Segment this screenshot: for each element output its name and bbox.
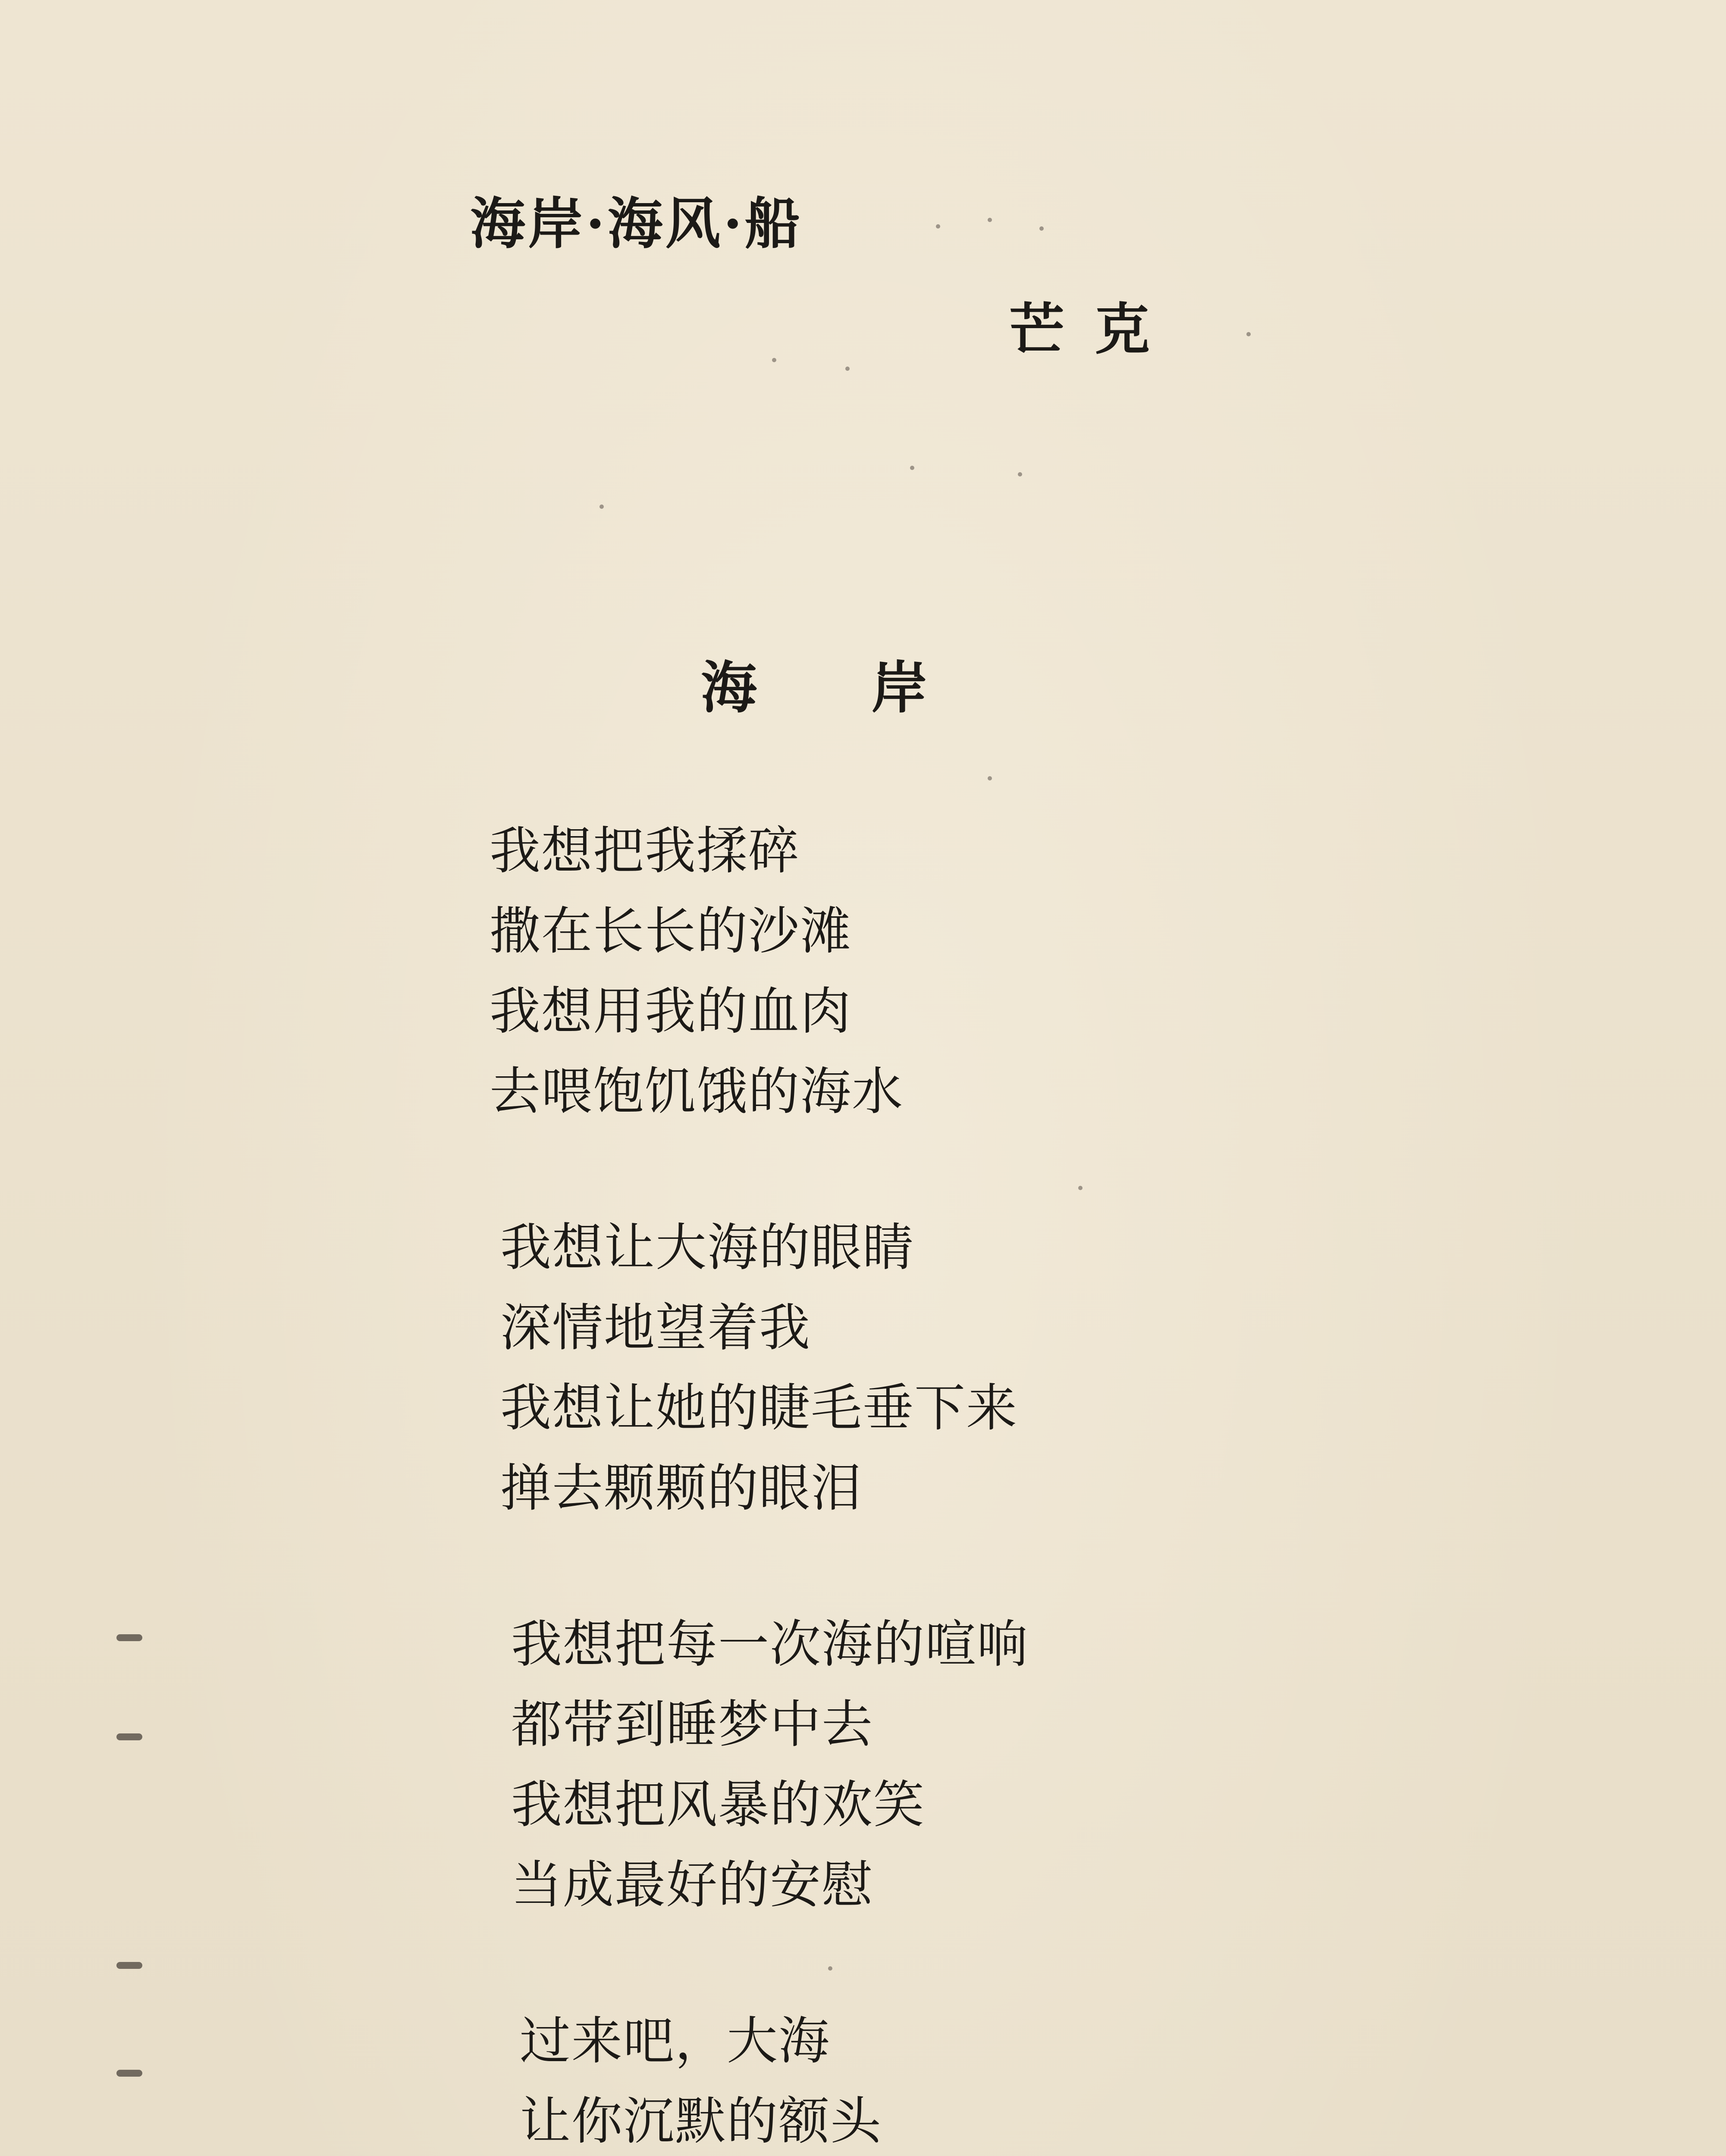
poem-line: 撒在长长的沙滩: [490, 901, 852, 961]
binding-mark: [116, 1634, 142, 1641]
binding-mark: [116, 2070, 142, 2077]
stanza-1: [490, 811, 904, 1131]
poem-line: 我想用我的血肉: [490, 981, 852, 1041]
poem-title: 海岸·海风·船: [470, 191, 803, 256]
poem-line: 我想把风暴的欢笑: [511, 1775, 926, 1834]
poem-line: 我想把我揉碎: [490, 821, 800, 881]
poem-line: 我想把每一次海的喧响: [511, 1614, 1029, 1674]
stanza-4: [520, 2001, 882, 2156]
poem-line: 我想让大海的眼睛: [500, 1218, 915, 1277]
stanza-3: [511, 1604, 1029, 1925]
binding-mark: [116, 1733, 142, 1740]
poem-line: 过来吧，大海: [520, 2011, 831, 2071]
binding-mark: [116, 1962, 142, 1969]
poem-line: 深情地望着我: [500, 1298, 811, 1357]
poem-line: 掸去颗颗的眼泪: [500, 1458, 863, 1518]
poem-line: 我想让她的睫毛垂下来: [500, 1378, 1018, 1438]
stanza-2: [500, 1207, 1018, 1528]
poem-author: 芒克: [1009, 297, 1180, 362]
poem-line: 当成最好的安慰: [511, 1855, 874, 1915]
poem-line: 都带到睡梦中去: [511, 1695, 874, 1754]
poem-line: 去喂饱饥饿的海水: [490, 1062, 904, 1121]
poem-line: 让你沉默的额头: [520, 2091, 882, 2151]
section-heading-coast: 海 岸: [701, 655, 975, 721]
